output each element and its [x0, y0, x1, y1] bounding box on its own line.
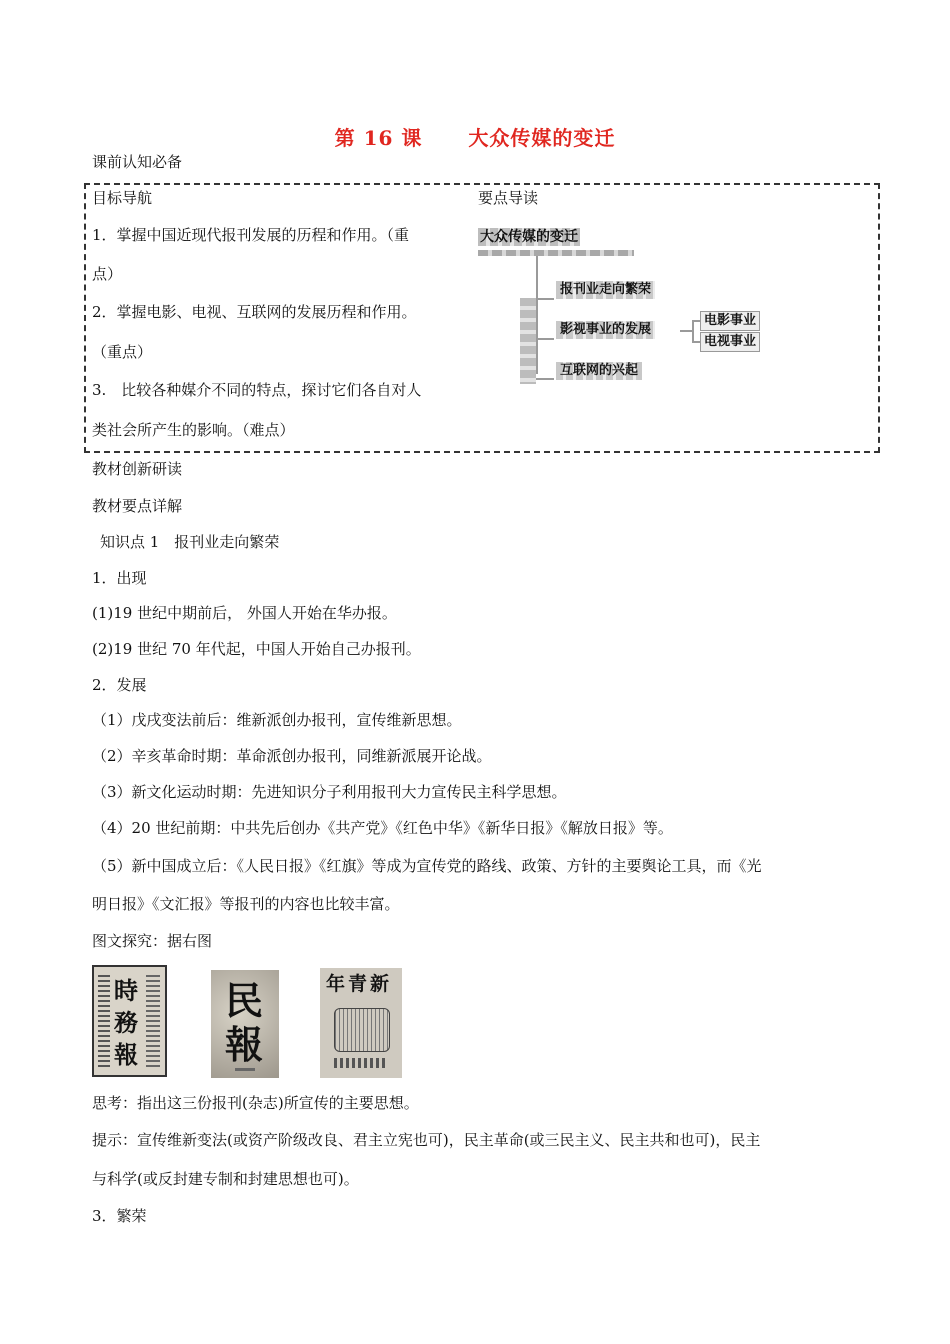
mindmap-branch: 影视事业的发展: [556, 321, 655, 339]
mindmap-connector: [692, 320, 700, 322]
paper1-char: 時: [114, 976, 138, 1005]
paper2-char: 報: [225, 1022, 264, 1067]
mindmap-connector: [692, 341, 700, 343]
mindmap-connector: [536, 256, 538, 374]
picture-intro: 图文探究：据右图: [92, 932, 213, 950]
content-line: （5）新中国成立后：《人民日报》《红旗》等成为宣传党的路线、政策、方针的主要舆论工具，而《光: [92, 857, 762, 875]
goal-line: 类社会所产生的影响。（难点）: [92, 421, 295, 439]
decorative-text-row: [334, 1058, 388, 1068]
hint-line: 与科学(或反封建专制和封建思想也可)。: [92, 1170, 359, 1188]
goal-line: 3. 比较各种媒介不同的特点，探讨它们各自对人: [92, 381, 422, 399]
decorative-text-column: [98, 975, 110, 1067]
mindmap-connector: [520, 298, 536, 384]
section-study: 教材创新研读: [92, 460, 183, 478]
lesson-title: [0, 122, 950, 151]
knowledge-point-heading: 知识点 1 报刊业走向繁荣: [100, 533, 280, 551]
section-pre: 课前认知必备: [92, 153, 183, 171]
goals-heading: 目标导航: [92, 189, 153, 207]
paper2-char: 民: [225, 978, 264, 1023]
content-line: （2）辛亥革命时期：革命派创办报刊，同维新派展开论战。: [92, 747, 492, 765]
mindmap-connector: [692, 320, 694, 342]
hint-line: 提示：宣传维新变法(或资产阶级改良、君主立宪也可)，民主革命(或三民主义、民主共和也可)，民主: [92, 1131, 761, 1149]
mindmap-connector: [536, 298, 554, 300]
content-line: （4）20 世纪前期：中共先后创办《共产党》《红色中华》《新华日报》《解放日报》等。: [92, 819, 673, 837]
content-line: （3）新文化运动时期：先进知识分子利用报刊大力宣传民主科学思想。: [92, 783, 567, 801]
paper3-title: 年青新: [326, 973, 393, 995]
cover-portrait-frame: [334, 1008, 390, 1052]
subheading: 2．发展: [92, 676, 147, 694]
mindmap-connector: [478, 250, 634, 256]
minbao-image: [211, 970, 279, 1078]
mindmap-branch: 报刊业走向繁荣: [556, 281, 655, 299]
think-question: 思考：指出这三份报刊(杂志)所宣传的主要思想。: [92, 1094, 419, 1112]
mindmap-branch: 互联网的兴起: [556, 362, 642, 380]
mindmap-root: 大众传媒的变迁: [480, 229, 578, 245]
mindmap-heading: 要点导读: [478, 189, 539, 207]
mindmap-leaf: 电视事业: [700, 332, 760, 352]
shiwubao-image: [92, 965, 167, 1077]
content-line: (1)19 世纪中期前后， 外国人开始在华办报。: [92, 604, 397, 622]
mindmap-connector: [536, 338, 554, 340]
subheading: 3．繁荣: [92, 1207, 147, 1225]
paper1-char: 務: [114, 1008, 138, 1037]
goal-line: 1．掌握中国近现代报刊发展的历程和作用。（重: [92, 226, 410, 244]
mindmap-leaf: 电影事业: [700, 311, 760, 331]
goal-line: 点）: [92, 265, 123, 283]
content-line: （1）戊戌变法前后：维新派创办报刊，宣传维新思想。: [92, 711, 462, 729]
lesson-topic: 大众传媒的变迁: [468, 126, 616, 150]
xinqingnian-image: [320, 968, 402, 1078]
goal-line: （重点）: [92, 343, 153, 361]
content-line: (2)19 世纪 70 年代起，中国人开始自己办报刊。: [92, 640, 421, 658]
section-detail: 教材要点详解: [92, 497, 183, 515]
mindmap-connector: [536, 378, 554, 380]
decorative-text-column: [146, 975, 160, 1067]
goal-line: 2．掌握电影、电视、互联网的发展历程和作用。: [92, 303, 417, 321]
decorative-mark: [235, 1068, 255, 1071]
lesson-number: 第 16 课: [334, 126, 423, 150]
paper1-char: 報: [114, 1040, 138, 1069]
content-line: 明日报》《文汇报》等报刊的内容也比较丰富。: [92, 895, 400, 913]
subheading: 1．出现: [92, 569, 147, 587]
